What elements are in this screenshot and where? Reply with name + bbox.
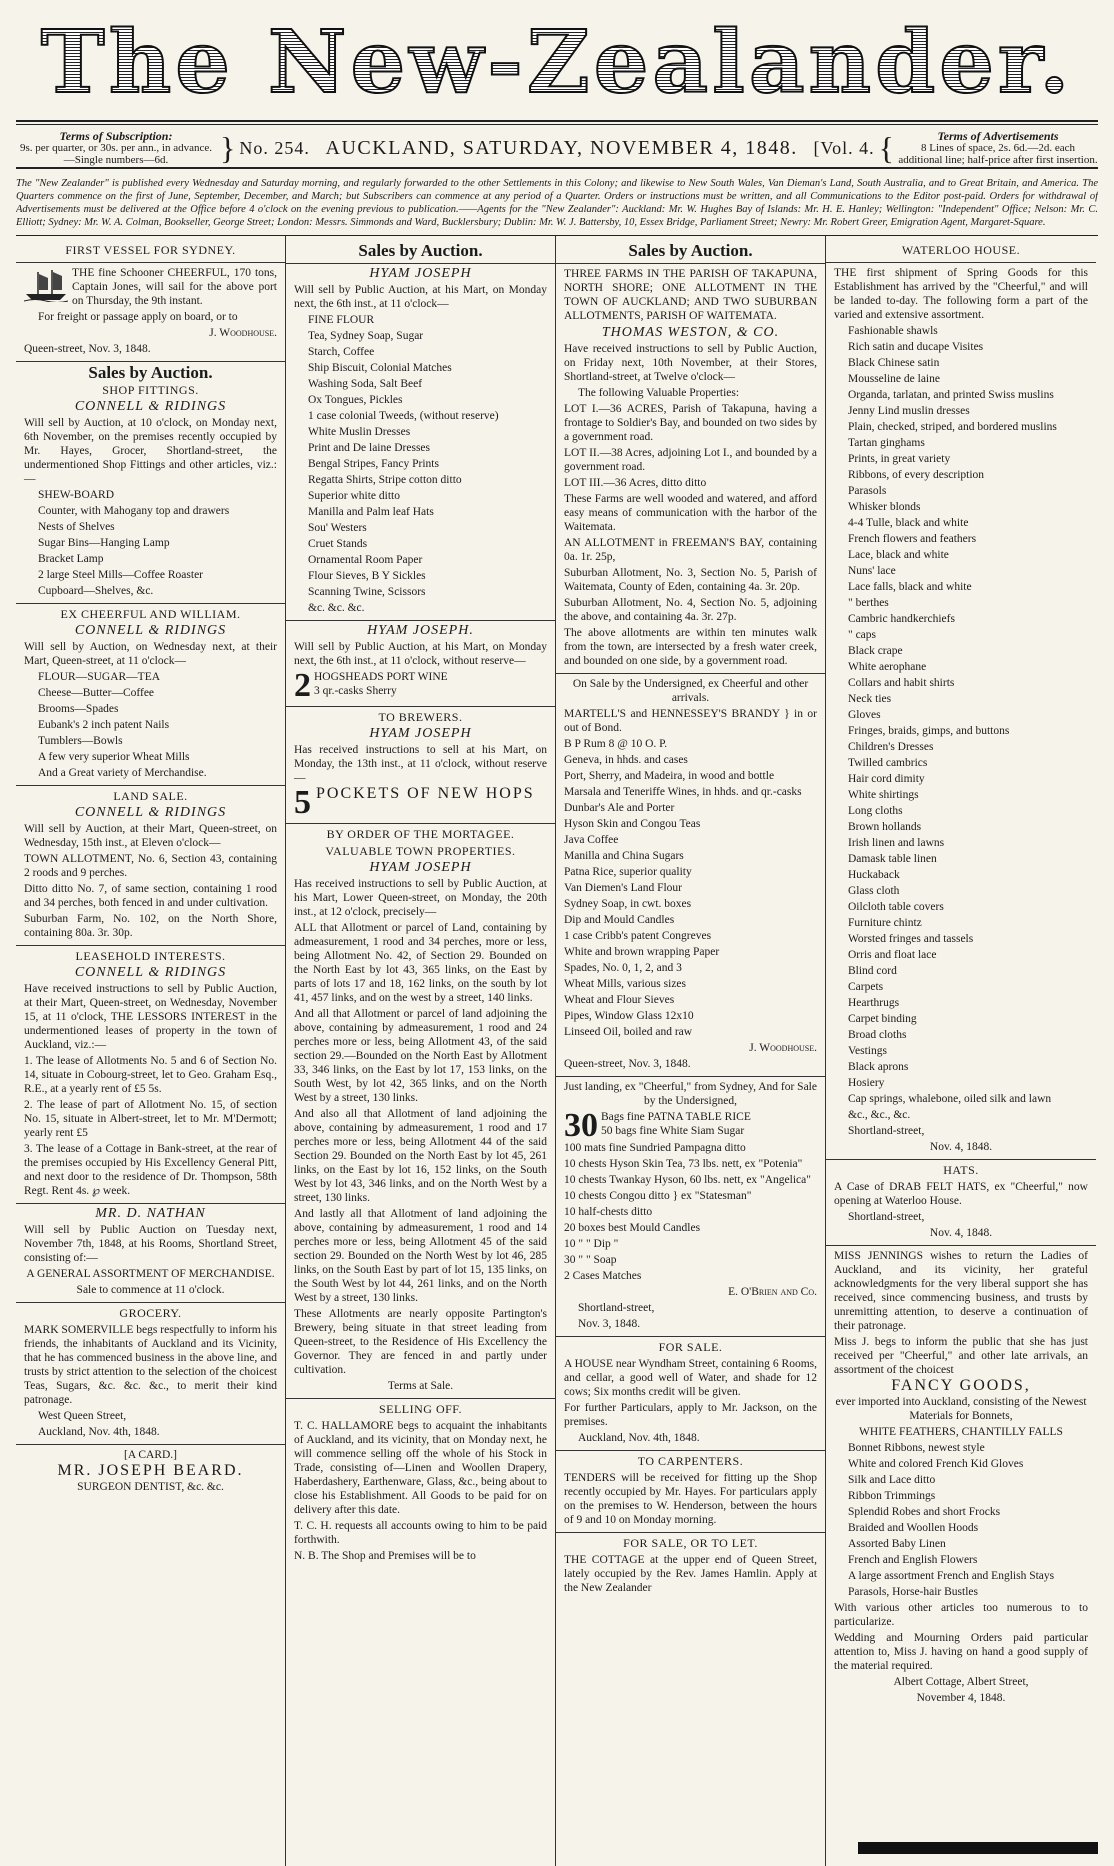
- grocery-heading: GROCERY.: [119, 1306, 182, 1320]
- list-item: Fashionable shawls: [848, 325, 938, 337]
- list-item: 10 chests Twankay Hyson, 60 lbs. nett, ex "Angelica": [564, 1174, 811, 1186]
- list-item: Regatta Shirts, Stripe cotton ditto: [308, 474, 462, 486]
- card-label: [A CARD.]: [123, 1449, 178, 1461]
- hats-heading: HATS.: [943, 1163, 979, 1177]
- list-item: &c., &c., &c.: [848, 1109, 911, 1121]
- list-item: Nuns' lace: [848, 565, 896, 577]
- waterloo-date: Nov. 4, 1848.: [929, 1141, 993, 1153]
- waterloo-heading: WATERLOO HOUSE.: [901, 243, 1021, 257]
- forsale-para-2: For further Particulars, apply to Mr. Jackson, on the premises.: [564, 1402, 817, 1428]
- mortgagee-heading: BY ORDER OF THE MORTAGEE.: [326, 827, 515, 841]
- list-item: Sou' Westers: [308, 522, 367, 534]
- auctioneer-name: CONNELL & RIDINGS: [74, 623, 227, 638]
- suburban-2: Suburban Allotment, No. 4, Section No. 5, adjoining the above, and containing 4a. 3r. 27p.: [564, 597, 817, 623]
- list-item: 2 large Steel Mills—Coffee Roaster: [38, 569, 204, 581]
- list-item: Damask table linen: [848, 853, 937, 865]
- list-item: Oilcloth table covers: [848, 901, 944, 913]
- list-item: 30 " " Soap: [564, 1254, 617, 1266]
- columns: [16, 236, 1098, 1866]
- list-item: Ox Tongues, Pickles: [308, 394, 403, 406]
- list-item: Flour Sieves, B Y Sickles: [308, 570, 426, 582]
- list-item: 1 case colonial Tweeds, (without reserve): [308, 410, 499, 422]
- sale-1-body: Will sell by Public Auction, at his Mart, on Monday next, the 6th inst., at 11 o'clock—: [294, 284, 547, 310]
- hats-date: Nov. 4, 1848.: [929, 1227, 993, 1239]
- fancy-goods: FANCY GOODS,: [891, 1377, 1031, 1394]
- list-item: Tea, Sydney Soap, Sugar: [308, 330, 424, 342]
- list-item: 100 mats fine Sundried Pampagna ditto: [564, 1142, 746, 1154]
- list-item: Counter, with Mahogany top and drawers: [38, 505, 230, 517]
- onsale-items: [564, 707, 817, 1039]
- list-item: 10 " " Dip ": [564, 1238, 619, 1250]
- column-1: [16, 236, 286, 1866]
- subscription-heading: Terms of Subscription:: [59, 129, 173, 143]
- list-item: White and colored French Kid Gloves: [848, 1458, 1024, 1470]
- farms-heading: THREE FARMS IN THE PARISH OF TAKAPUNA, NORTH SHORE; ONE ALLOTMENT IN THE TOWN OF AUCKLAND; AND TWO SUBURBAN ALLOTMENTS, PARISH OF WAITEMATA.: [564, 268, 817, 322]
- card-name: MR. JOSEPH BEARD.: [57, 1462, 244, 1479]
- list-item: A large assortment French and English Stays: [848, 1570, 1055, 1582]
- list-item: White shirtings: [848, 789, 919, 801]
- town-terms: Terms at Sale.: [387, 1380, 454, 1392]
- list-item: Glass cloth: [848, 885, 900, 897]
- nathan-item: A GENERAL ASSORTMENT OF MERCHANDISE.: [26, 1268, 275, 1280]
- list-item: Worsted fringes and tassels: [848, 933, 974, 945]
- list-item: Lace, black and white: [848, 549, 949, 561]
- list-item: MARTELL'S and HENNESSEY'S BRANDY } in or out of Bond.: [564, 708, 817, 734]
- jennings-body: MISS JENNINGS wishes to return the Ladies of Auckland, and its vicinity, her grateful acknowledgments for the very liberal support she has received, since commencing business, and trusts by unremitting attention, to deserve a continuation of their patronage.: [834, 1250, 1088, 1332]
- selling-para-3: N. B. The Shop and Premises will be to: [294, 1550, 476, 1562]
- list-item: " berthes: [848, 597, 889, 609]
- sale-2-body: Will sell by Public Auction, at his Mart, on Monday next, the 6th inst., at 11 o'clock, without reserve—: [294, 641, 547, 667]
- list-item: Ribbons, of every description: [848, 469, 985, 481]
- column-3: [556, 236, 826, 1866]
- list-item: Mousseline de laine: [848, 373, 940, 385]
- white-feathers: WHITE FEATHERS, CHANTILLY FALLS: [859, 1426, 1063, 1438]
- subscription-body: 9s. per quarter, or 30s. per ann., in advance.—Single numbers—6d.: [20, 142, 212, 166]
- list-item: Irish linen and lawns: [848, 837, 945, 849]
- suburban-1: Suburban Allotment, No. 3, Section No. 5, Parish of Waitemata, County of Eden, containing 4a. 3r. 20p.: [564, 567, 817, 593]
- town-para-4: And lastly all that Allotment of land adjoining the above, containing by admeasurement, 1 rood and 14 perches more or less, being Allotment 45 of the said section 29. Bounded on the North West by lot 46, 285 links, on the South East by part of lot 15, 135 links, on the South West by lot 44, 261 links, and on the North West by a street, 130 links.: [294, 1208, 547, 1304]
- list-item: Hosiery: [848, 1077, 885, 1089]
- list-item: Patna Rice, superior quality: [564, 866, 692, 878]
- carpenters-heading: TO CARPENTERS.: [637, 1454, 744, 1468]
- auctioneer-name: CONNELL & RIDINGS: [74, 399, 227, 414]
- lease-para-2: 2. The lease of part of Allotment No. 15, of section No. 15, situate in Albert-street, let to Mr. M'Dermott; yearly rent £5: [24, 1099, 277, 1139]
- farms-properties: The following Valuable Properties:: [578, 387, 740, 399]
- list-item: Marsala and Teneriffe Wines, in hhds. and qr.-casks: [564, 786, 802, 798]
- hats-address: Shortland-street,: [848, 1211, 925, 1223]
- list-item: French and English Flowers: [848, 1554, 978, 1566]
- list-item: Ribbon Trimmings: [848, 1490, 936, 1502]
- list-item: 10 chests Congou ditto } ex "Statesman": [564, 1190, 752, 1202]
- land-body: Will sell by Auction, at their Mart, Queen-street, on Wednesday, 15th inst., at Eleven o'clock—: [24, 823, 277, 849]
- land-heading: LAND SALE.: [113, 789, 188, 803]
- sale-1-items: [294, 313, 547, 615]
- town-para-1: ALL that Allotment or parcel of Land, containing by admeasurement, 1 rood and 34 perches, more or less, being Allotment No. 42, of Section 29. Bounded on the North East by lot 43, 365 links, on the East by parts of lots 17 and 18, 162 links, on the south by lot 41, 457 links, and on the west by a street, 140 links.: [294, 922, 547, 1004]
- forsale-date: Auckland, Nov. 4th, 1848.: [578, 1432, 700, 1444]
- list-item: &c. &c. &c.: [308, 602, 365, 614]
- list-item: Broad cloths: [848, 1029, 907, 1041]
- list-item: Assorted Baby Linen: [848, 1538, 946, 1550]
- list-item: 50 bags fine White Siam Sugar: [601, 1125, 745, 1137]
- freeman-allotment: AN ALLOTMENT in FREEMAN'S BAY, containing 0a. 1r. 25p,: [564, 537, 817, 563]
- waterloo-body: THE first shipment of Spring Goods for this Establishment has arrived by the "Cheerful," and will be landed to-day. The following form a part of the varied and extensive assortment.: [834, 267, 1088, 321]
- rule-mid: [16, 167, 1098, 169]
- list-item: B P Rum 8 @ 10 O. P.: [564, 738, 668, 750]
- onsale-heading: On Sale by the Undersigned, ex Cheerful and other arrivals.: [572, 678, 809, 704]
- list-item: " caps: [848, 629, 877, 641]
- list-item: Bracket Lamp: [38, 553, 104, 565]
- shop-heading: SHOP FITTINGS.: [102, 383, 199, 397]
- list-item: Hearthrugs: [848, 997, 900, 1009]
- list-item: Java Coffee: [564, 834, 619, 846]
- selling-para-2: T. C. H. requests all accounts owing to him to be paid forthwith.: [294, 1520, 547, 1546]
- list-item: Spades, No. 0, 1, 2, and 3: [564, 962, 682, 974]
- let-heading: FOR SALE, OR TO LET.: [623, 1536, 758, 1550]
- list-item: Vestings: [848, 1045, 887, 1057]
- advertisement-terms: [898, 130, 1098, 166]
- rule-top-thin: [16, 124, 1098, 125]
- list-item: Collars and habit shirts: [848, 677, 955, 689]
- brace-left: }: [220, 130, 236, 166]
- list-item: Pipes, Window Glass 12x10: [564, 1010, 694, 1022]
- hats-body: A Case of DRAB FELT HATS, ex "Cheerful," now opening at Waterloo House.: [834, 1181, 1088, 1207]
- list-item: Ship Biscuit, Colonial Matches: [308, 362, 452, 374]
- list-item: White and brown wrapping Paper: [564, 946, 720, 958]
- ex-body: Will sell by Auction, on Wednesday next, at their Mart, Queen-street, at 11 o'clock—: [24, 641, 277, 667]
- list-item: Parasols, Horse-hair Bustles: [848, 1586, 978, 1598]
- list-item: Jenny Lind muslin dresses: [848, 405, 970, 417]
- ship-icon: [24, 268, 68, 302]
- list-item: Dunbar's Ale and Porter: [564, 802, 675, 814]
- list-item: And a Great variety of Merchandise.: [38, 767, 207, 779]
- issue-number: No. 254.: [239, 138, 310, 158]
- list-item: 4-4 Tulle, black and white: [848, 517, 969, 529]
- list-item: Bonnet Ribbons, newest style: [848, 1442, 985, 1454]
- list-item: Geneva, in hhds. and cases: [564, 754, 688, 766]
- rule-top: [16, 120, 1098, 122]
- auctioneer-name: THOMAS WESTON, & CO.: [601, 325, 780, 340]
- list-item: Manilla and Palm leaf Hats: [308, 506, 434, 518]
- list-item: Carpets: [848, 981, 884, 993]
- lease-para-3: 3. The lease of a Cottage in Bank-street, at the rear of the premises occupied by His Excellency General Pitt, and next door to the residence of Dr. Thompson, 58th Regt. Rent 4s. ℘ week.: [24, 1143, 277, 1197]
- auctioneer-name: HYAM JOSEPH.: [367, 623, 474, 638]
- forsale-heading: FOR SALE.: [658, 1340, 723, 1354]
- list-item: Black aprons: [848, 1061, 909, 1073]
- shop-items: [24, 488, 277, 598]
- lease-heading: LEASEHOLD INTERESTS.: [75, 949, 226, 963]
- waterloo-address: Shortland-street,: [848, 1125, 925, 1137]
- nathan-heading: MR. D. NATHAN: [95, 1206, 206, 1221]
- list-item: Sugar Bins—Hanging Lamp: [38, 537, 170, 549]
- brewers-item: POCKETS OF NEW HOPS: [316, 785, 535, 802]
- list-item: Black Chinese satin: [848, 357, 940, 369]
- column-4: [826, 236, 1096, 1866]
- list-item: Dip and Mould Candles: [564, 914, 675, 926]
- list-item: SHEW-BOARD: [38, 489, 115, 501]
- list-item: Children's Dresses: [848, 741, 934, 753]
- list-item: Nests of Shelves: [38, 521, 115, 533]
- list-item: Whisker blonds: [848, 501, 921, 513]
- town-para-3: And also all that Allotment of land adjoining the above, containing by admeasurement, 1 rood and 17 perches more or less, being Allotment 44 of the said Section 29. Bounded on the North East by lot 45, 261 links, on the East by lot 16, 152 links, on the South West by lot 43, 346 links, and on the North West by a street, 130 links.: [294, 1108, 547, 1204]
- list-item: Neck ties: [848, 693, 892, 705]
- list-item: Hyson Skin and Congou Teas: [564, 818, 701, 830]
- auctioneer-name: CONNELL & RIDINGS: [74, 805, 227, 820]
- column-2: [286, 236, 556, 1866]
- list-item: Sydney Soap, in cwt. boxes: [564, 898, 692, 910]
- jennings-items: [834, 1441, 1088, 1599]
- list-item: 20 boxes best Mould Candles: [564, 1222, 701, 1234]
- list-item: Blind cord: [848, 965, 897, 977]
- auctioneer-name: HYAM JOSEPH: [369, 726, 472, 741]
- jennings-para-2: Miss J. begs to inform the public that she has just received per "Cheerful," and other late arrivals, an assortment of the choicest: [834, 1336, 1088, 1376]
- list-item: Long cloths: [848, 805, 903, 817]
- list-item: Wheat Mills, various sizes: [564, 978, 687, 990]
- list-item: Furniture chintz: [848, 917, 922, 929]
- list-item: Prints, in great variety: [848, 453, 951, 465]
- town-para-2: And all that Allotment or parcel of land adjoining the above, containing by admeasurement, 1 rood and 24 perches more or less, being Allotment 43, of the said section 29.—Bounded on the North East by Allotment 33, 346 links, on the East by lot 17, 153 links, on the South West, by lot 42, 365 links, and on the North West by a street, 130 links.: [294, 1008, 547, 1104]
- nathan-body: Will sell by Public Auction on Tuesday next, November 7th, 1848, at his Rooms, Shortland Street, consisting of:—: [24, 1224, 277, 1264]
- vessel-date: Queen-street, Nov. 3, 1848.: [24, 343, 151, 355]
- list-item: Parasols: [848, 485, 887, 497]
- auctioneer-name: HYAM JOSEPH: [369, 266, 472, 281]
- lot-1: LOT I.—36 ACRES, Parish of Takapuna, having a frontage to Soldier's Bay, and bounded on two sides by a government road.: [564, 403, 818, 443]
- jennings-para-4: With various other articles too numerous to to particularize.: [834, 1602, 1088, 1628]
- lot-3: LOT III.—36 Acres, ditto ditto: [564, 477, 707, 489]
- list-item: White aerophane: [848, 661, 927, 673]
- town-para-5: These Allotments are nearly opposite Partington's Brewery, being situate in that street leading from Queen-street, to the Residence of His Excellency the Governor. They are fenced in and partly under cultivation.: [294, 1308, 547, 1376]
- list-item: Wheat and Flour Sieves: [564, 994, 675, 1006]
- issue-line: [239, 137, 875, 159]
- list-item: 10 half-chests ditto: [564, 1206, 653, 1218]
- sale-2-item-2: 3 qr.-casks Sherry: [314, 685, 397, 697]
- list-item: Linseed Oil, boiled and raw: [564, 1026, 693, 1038]
- sale-2-number: 2: [294, 667, 311, 704]
- masthead: [16, 0, 1098, 120]
- publication-notice: The "New Zealander" is published every Wednesday and Saturday morning, and regularly forwarded to the other Settlements in this Colony; and likewise to New South Wales, Van Dieman's Land, South Australia, and to Great Britain, and America. The Quarters commence on the first of June, September, December, and March; but Subscribers can commence at any period of a Quarter. Orders or instructions must be written, and all Communications to the Editor post-paid. Orders for withdrawal of Advertisements must be delivered at the Office before 4 o'clock on the evening previous to publication.——Agents for the "New Zealander": Auckland: Mr. W. Hughes Bay of Islands: Mr. H. E. Hanley; Wellington: "Independent" Office; Nelson: Mr. C. Elliott; Sydney: Mr. W. A. Colman, Bookseller, George Street; London: Messrs. Simmonds and Ward, Bucklersbury; Dublin: Mr. W. J. Battersby, 10, Essex Bridge, Parliament Street; Newry: Mr. Robert Greer, Emigration Agent, Margaret-Square.: [16, 171, 1098, 236]
- subscription-terms: [16, 130, 216, 166]
- grocery-date: Auckland, Nov. 4th, 1848.: [38, 1426, 160, 1438]
- brewers-number: 5: [294, 784, 313, 821]
- list-item: Black crape: [848, 645, 903, 657]
- vessel-signature: J. Woodhouse.: [209, 327, 277, 339]
- list-item: Lace falls, black and white: [848, 581, 972, 593]
- list-item: Huckaback: [848, 869, 900, 881]
- list-item: Washing Soda, Salt Beef: [308, 378, 423, 390]
- list-item: French flowers and feathers: [848, 533, 977, 545]
- list-item: Twilled cambrics: [848, 757, 928, 769]
- lease-para-1: 1. The lease of Allotments No. 5 and 6 of Section No. 14, situate in Cobourg-street, let to Geo. Graham Esq., R.E., at a yearly rent of £5 5s.: [24, 1055, 277, 1095]
- list-item: Fringes, braids, gimps, and buttons: [848, 725, 1010, 737]
- list-item: Cupboard—Shelves, &c.: [38, 585, 154, 597]
- jennings-para-5: Wedding and Mourning Orders paid particular attention to, Miss J. having on hand a good supply of the material required.: [834, 1632, 1088, 1672]
- carpenters-body: TENDERS will be received for fitting up the Shop recently occupied by Mr. Hayes. For particulars apply on the premises to W. Henderson, between the hours of 9 and 10 on Monday morning.: [564, 1472, 817, 1526]
- list-item: Tumblers—Bowls: [38, 735, 123, 747]
- list-item: 2 Cases Matches: [564, 1270, 642, 1282]
- list-item: Bags fine PATNA TABLE RICE: [601, 1111, 751, 1123]
- list-item: Braided and Woollen Hoods: [848, 1522, 979, 1534]
- place-date: AUCKLAND, SATURDAY, NOVEMBER 4, 1848.: [325, 137, 798, 159]
- farms-body: Have received instructions to sell by Public Auction, on Friday next, 10th November, at their Stores, Shortland-street, at Twelve o'clock—: [564, 343, 817, 383]
- list-item: Brooms—Spades: [38, 703, 119, 715]
- land-para-3: Suburban Farm, No. 102, on the North Shore, containing 80a. 3r. 30p.: [24, 913, 277, 939]
- landing-address: Shortland-street,: [578, 1302, 655, 1314]
- brace-right: {: [878, 130, 894, 166]
- list-item: White Muslin Dresses: [308, 426, 411, 438]
- advertisement-heading: Terms of Advertisements: [937, 129, 1059, 143]
- sales-heading: Sales by Auction.: [88, 363, 213, 382]
- selling-body: T. C. HALLAMORE begs to acquaint the inhabitants of Auckland, and its vicinity, that on Monday next, he will commence selling off the whole of his Stock in Trade, consisting of—Linen and Woollen Drapery, Haberdashery, Earthenware, Glass, &c., being about to close his Establishment. All Goods to be paid for on delivery after this date.: [294, 1420, 547, 1516]
- forsale-body: A HOUSE near Wyndham Street, containing 6 Rooms, and cellar, a good well of Water, and shade for 12 cows; Six months credit will be given.: [564, 1358, 817, 1398]
- landing-number: 30: [564, 1107, 598, 1144]
- nathan-time: Sale to commence at 11 o'clock.: [76, 1284, 225, 1296]
- list-item: FINE FLOUR: [308, 314, 375, 326]
- land-para-1: TOWN ALLOTMENT, No. 6, Section 43, containing 2 roods and 9 perches.: [24, 853, 277, 879]
- list-item: 10 chests Hyson Skin Tea, 73 lbs. nett, ex "Potenia": [564, 1158, 803, 1170]
- list-item: Ornamental Room Paper: [308, 554, 423, 566]
- ex-items: [24, 670, 277, 780]
- ex-heading: EX CHEERFUL AND WILLIAM.: [60, 607, 241, 621]
- brewers-heading: TO BREWERS.: [378, 710, 463, 724]
- list-item: Van Diemen's Land Flour: [564, 882, 683, 894]
- jennings-date: November 4, 1848.: [916, 1692, 1006, 1704]
- selling-heading: SELLING OFF.: [378, 1402, 463, 1416]
- shop-body: Will sell by Auction, at 10 o'clock, on Monday next, 6th November, on the premises recently occupied by Mr. Hayes, Grocer, Shortland-street, the undermentioned Shop Fittings and other articles, viz.:—: [24, 417, 277, 485]
- list-item: A few very superior Wheat Mills: [38, 751, 190, 763]
- list-item: Tartan ginghams: [848, 437, 925, 449]
- jennings-para-3: ever imported into Auckland, consisting of the Newest Materials for Bonnets,: [835, 1396, 1087, 1422]
- sale-2-item-1: HOGSHEADS PORT WINE: [314, 671, 448, 683]
- vessel-heading: FIRST VESSEL FOR SYDNEY.: [65, 243, 236, 257]
- list-item: FLOUR—SUGAR—TEA: [38, 671, 161, 683]
- jennings-address: Albert Cottage, Albert Street,: [893, 1676, 1029, 1688]
- suburban-description: The above allotments are within ten minutes walk from the town, are intersected by a fresh water creek, and bounded on one side, by a government road.: [564, 627, 817, 667]
- list-item: Rich satin and ducape Visites: [848, 341, 984, 353]
- list-item: Brown hollands: [848, 821, 922, 833]
- list-item: Silk and Lace ditto: [848, 1474, 936, 1486]
- landing-signature: E. O'Brien and Co.: [728, 1286, 817, 1298]
- list-item: Plain, checked, striped, and bordered muslins: [848, 421, 1057, 433]
- vessel-body: THE fine Schooner CHEERFUL, 170 tons, Captain Jones, will sail for the above port on Thursday, the 9th instant.: [72, 267, 277, 307]
- list-item: 1 case Cribb's patent Congreves: [564, 930, 712, 942]
- grocery-body: MARK SOMERVILLE begs respectfully to inform his friends, the inhabitants of Auckland and its Vicinity, that he has commenced business in the above line, and trusts by strict attention to the selection of the choicest Teas, Sugars, &c. &c. &c., to merit their kind patronage.: [24, 1324, 277, 1406]
- list-item: Port, Sherry, and Madeira, in wood and bottle: [564, 770, 775, 782]
- advertisement-body: 8 Lines of space, 2s. 6d.—2d. each additional line; half-price after first insertion.: [898, 142, 1098, 166]
- sales-heading: Sales by Auction.: [628, 241, 753, 260]
- town-body: Has received instructions to sell by Public Auction, at his Mart, Lower Queen-street, on Monday, the 20th inst., at 12 o'clock, precisely—: [294, 878, 547, 918]
- card-title: SURGEON DENTIST, &c. &c.: [77, 1481, 224, 1493]
- lot-2: LOT II.—38 Acres, adjoining Lot I., and bounded by a government road.: [564, 447, 817, 473]
- list-item: Cheese—Butter—Coffee: [38, 687, 155, 699]
- onsale-signature: J. Woodhouse.: [749, 1042, 817, 1054]
- let-body: THE COTTAGE at the upper end of Queen Street, lately occupied by the Rev. James Hamlin. Apply at the New Zealander: [564, 1554, 817, 1594]
- land-para-2: Ditto ditto No. 7, of same section, containing 1 rood and 34 perches, both fenced in and under cultivation.: [24, 883, 277, 909]
- town-heading: VALUABLE TOWN PROPERTIES.: [325, 844, 516, 858]
- auctioneer-name: HYAM JOSEPH: [369, 860, 472, 875]
- dateline: [16, 129, 1098, 167]
- vessel-freight: For freight or passage apply on board, or to: [38, 311, 238, 323]
- list-item: Hair cord dimity: [848, 773, 925, 785]
- grocery-address: West Queen Street,: [38, 1410, 127, 1422]
- list-item: Carpet binding: [848, 1013, 917, 1025]
- list-item: Orris and float lace: [848, 949, 937, 961]
- list-item: Starch, Coffee: [308, 346, 375, 358]
- list-item: Manilla and China Sugars: [564, 850, 684, 862]
- bottom-bar: [858, 1842, 1098, 1854]
- list-item: Splendid Robes and short Frocks: [848, 1506, 1001, 1518]
- masthead-title-text: The New-Zealander.: [40, 12, 1074, 110]
- masthead-title: [17, 10, 1097, 110]
- list-item: Scanning Twine, Scissors: [308, 586, 426, 598]
- landing-date: Nov. 3, 1848.: [578, 1318, 641, 1330]
- list-item: Eubank's 2 inch patent Nails: [38, 719, 170, 731]
- list-item: Cap springs, whalebone, oiled silk and lawn: [848, 1093, 1052, 1105]
- lease-body: Have received instructions to sell by Public Auction, at their Mart, Queen-street, on Wednesday, November 15, at 11 o'clock, THE LESSORS INTEREST in the undermentioned leases of property in the town of Auckland, viz.:—: [24, 983, 277, 1051]
- lot-description: These Farms are well wooded and watered, and afford easy means of communication with the harbor of the Waitemata.: [564, 493, 817, 533]
- list-item: Organda, tarlatan, and printed Swiss muslins: [848, 389, 1054, 401]
- list-item: Cruet Stands: [308, 538, 368, 550]
- waterloo-items: [834, 324, 1088, 1122]
- list-item: Gloves: [848, 709, 881, 721]
- list-item: Cambric handkerchiefs: [848, 613, 955, 625]
- auctioneer-name: CONNELL & RIDINGS: [74, 965, 227, 980]
- onsale-date: Queen-street, Nov. 3, 1848.: [564, 1058, 691, 1070]
- brewers-body: Has received instructions to sell at his Mart, on Monday, the 13th inst., at 11 o'clock, without reserve—: [294, 744, 547, 784]
- list-item: Print and De laine Dresses: [308, 442, 430, 454]
- volume-number: [Vol. 4.: [813, 138, 875, 158]
- sales-heading: Sales by Auction.: [358, 241, 483, 260]
- landing-heading: Just landing, ex "Cheerful," from Sydney, And for Sale by the Undersigned,: [564, 1081, 817, 1107]
- list-item: Superior white ditto: [308, 490, 400, 502]
- list-item: Bengal Stripes, Fancy Prints: [308, 458, 439, 470]
